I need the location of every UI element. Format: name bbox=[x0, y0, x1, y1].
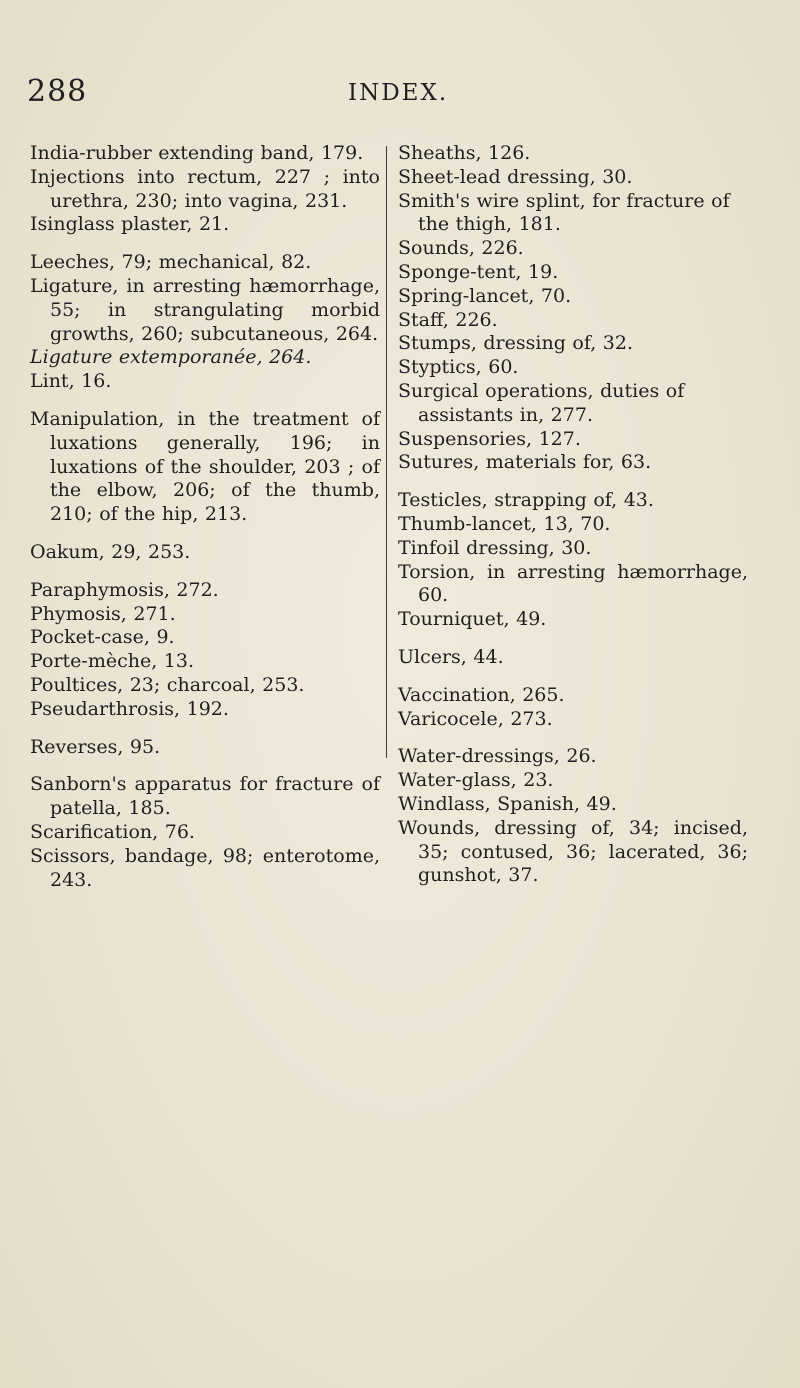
index-entry: Tourniquet, 49. bbox=[398, 608, 547, 631]
index-group-t bbox=[398, 489, 748, 632]
index-entry: Sheaths, 126. bbox=[398, 142, 531, 164]
index-entry: Water-dressings, 26. bbox=[398, 745, 597, 768]
index-entry: Torsion, in arresting hæmorrhage, 60. bbox=[398, 560, 748, 607]
index-group-s-right bbox=[398, 142, 748, 475]
index-entry: Vaccination, 265. bbox=[398, 683, 565, 706]
index-entry: Suspensories, 127. bbox=[398, 427, 581, 450]
index-entry: Oakum, 29, 253. bbox=[30, 540, 191, 563]
index-entry: Sanborn's apparatus for fracture of patella, 185. bbox=[30, 773, 380, 820]
index-entry bbox=[30, 346, 380, 370]
index-group-w bbox=[398, 745, 748, 888]
index-entry: Reverses, 95. bbox=[30, 735, 161, 758]
index-entry: Varicocele, 273. bbox=[398, 707, 553, 730]
index-entry: Scarification, 76. bbox=[30, 820, 195, 843]
index-entry: Styptics, 60. bbox=[398, 356, 519, 379]
index-entry: Water-glass, 23. bbox=[398, 769, 554, 792]
index-group-m bbox=[30, 408, 380, 527]
index-group-l bbox=[30, 251, 380, 394]
index-group-r bbox=[30, 736, 380, 760]
index-entry: Sheet-lead dressing, 30. bbox=[398, 165, 633, 188]
index-entry: Sponge-tent, 19. bbox=[398, 260, 559, 283]
index-group-v bbox=[398, 684, 748, 732]
index-entry: Paraphymosis, 272. bbox=[30, 578, 219, 601]
index-entry: Surgical operations, duties of assistants in, 277. bbox=[398, 379, 685, 426]
index-entry: Windlass, Spanish, 49. bbox=[398, 792, 617, 815]
index-entry: Sounds, 226. bbox=[398, 237, 524, 260]
right-column bbox=[398, 142, 748, 902]
index-columns bbox=[30, 142, 770, 902]
index-entry: Spring-lancet, 70. bbox=[398, 284, 572, 307]
running-head bbox=[0, 74, 800, 114]
index-entry: Stumps, dressing of, 32. bbox=[398, 332, 633, 355]
ligature-extemporanee-italic: Ligature extemporanée, 264. bbox=[30, 346, 312, 369]
index-entry: Smith's wire splint, for fracture of the thigh, 181. bbox=[398, 189, 730, 236]
index-entry: Lint, 16. bbox=[30, 370, 112, 393]
index-group-p bbox=[30, 579, 380, 722]
page-number: 288 bbox=[27, 74, 88, 109]
index-entry: Ligature, in arresting hæmorrhage, 55; in strangulating morbid growths, 260; subcutaneous, 264. bbox=[30, 274, 380, 345]
index-entry: Poultices, 23; charcoal, 253. bbox=[30, 673, 305, 696]
index-entry: Ulcers, 44. bbox=[398, 645, 504, 668]
index-entry: Isinglass plaster, 21. bbox=[30, 213, 230, 236]
index-group-o bbox=[30, 541, 380, 565]
index-entry: India-rubber extending band, 179. bbox=[30, 142, 364, 164]
index-group-u bbox=[398, 646, 748, 670]
index-entry: Scissors, bandage, 98; enterotome, 243. bbox=[30, 844, 380, 891]
index-entry: Porte-mèche, 13. bbox=[30, 650, 195, 673]
running-title: INDEX. bbox=[348, 80, 449, 106]
index-entry: Pocket-case, 9. bbox=[30, 626, 175, 649]
left-column bbox=[30, 142, 380, 906]
index-entry: Injections into rectum, 227 ; into urethra, 230; into vagina, 231. bbox=[30, 165, 380, 212]
index-entry: Thumb-lancet, 13, 70. bbox=[398, 512, 611, 535]
index-entry: Staff, 226. bbox=[398, 308, 498, 331]
index-entry: Tinfoil dressing, 30. bbox=[398, 536, 592, 559]
index-entry: Manipulation, in the treatment of luxations generally, 196; in luxations of the shoulder, 203 ; of the elbow, 206; of the thumb, 210; of the hip, 213. bbox=[30, 407, 380, 526]
index-entry: Leeches, 79; mechanical, 82. bbox=[30, 251, 312, 274]
index-entry: Testicles, strapping of, 43. bbox=[398, 489, 654, 512]
index-entry: Phymosis, 271. bbox=[30, 602, 176, 625]
index-entry: Sutures, materials for, 63. bbox=[398, 451, 652, 474]
column-divider bbox=[386, 146, 387, 758]
index-group-s-left bbox=[30, 773, 380, 892]
index-entry: Wounds, dressing of, 34; incised, 35; contused, 36; lacerated, 36; gunshot, 37. bbox=[398, 816, 748, 887]
index-group-i bbox=[30, 142, 380, 237]
index-entry: Pseudarthrosis, 192. bbox=[30, 697, 229, 720]
